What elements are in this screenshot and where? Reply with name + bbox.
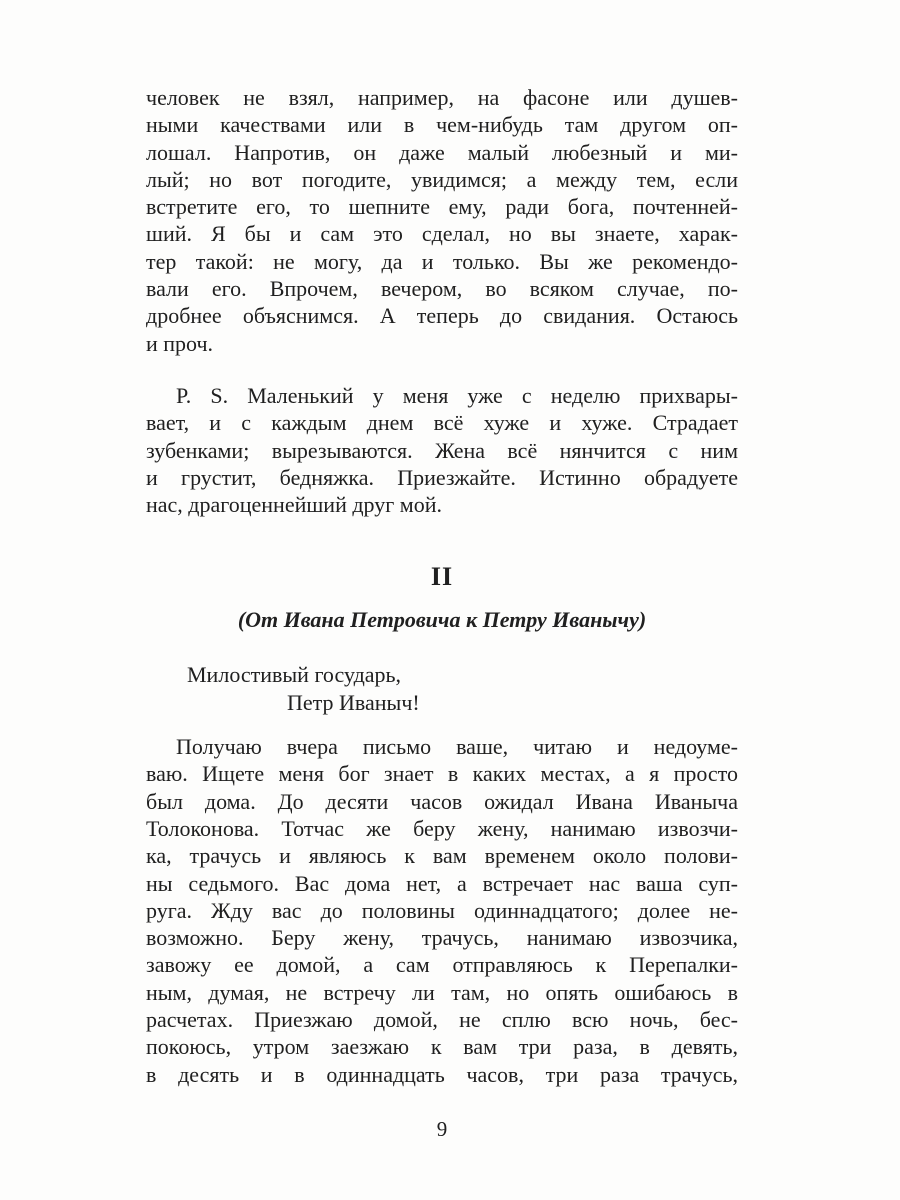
section-number-heading: II bbox=[430, 562, 454, 592]
letter1-ps-line: зубенками; вырезываются. Жена всё нянчится с ним bbox=[146, 437, 738, 463]
letter1-postscript-paragraph bbox=[146, 382, 738, 518]
letter2-body-line: расчетах. Приезжаю домой, не сплю всю ночь, бес- bbox=[146, 1007, 738, 1033]
letter2-body-line: завожу ее домой, а сам отправляюсь к Перепалки- bbox=[146, 952, 738, 978]
letter1-body-line: дробнее объяснимся. А теперь до свидания. Остаюсь bbox=[146, 303, 738, 329]
letter1-body-line: ший. Я бы и сам это сделал, но вы знаете, харак- bbox=[146, 221, 738, 247]
letter2-body-line: ны седьмого. Вас дома нет, а встречает нас ваша суп- bbox=[146, 870, 738, 896]
letter1-ps-line: P. S. Маленький у меня уже с неделю прихвары- bbox=[176, 382, 738, 408]
letter1-body-line: тер такой: не могу, да и только. Вы же рекомендо- bbox=[146, 248, 738, 274]
letter1-body-paragraph bbox=[146, 84, 738, 357]
letter2-body-line: ка, трачусь и являюсь к вам временем около полови- bbox=[146, 843, 738, 869]
letter1-ps-line: нас, драгоценнейший друг мой. bbox=[146, 492, 442, 518]
letter1-body-line: человек не взял, например, на фасоне или душев- bbox=[146, 85, 738, 110]
letter2-body-paragraph bbox=[146, 733, 738, 1088]
salutation-block bbox=[146, 661, 738, 716]
letter1-body-line: лый; но вот погодите, увидимся; а между тем, если bbox=[146, 166, 738, 192]
letter2-body-line: руга. Жду вас до половины одиннадцатого; долее не- bbox=[146, 897, 738, 923]
letter1-body-line: ными качествами или в чем-нибудь там другом оп- bbox=[146, 112, 738, 138]
letter2-body-line: Толоконова. Тотчас же беру жену, нанимаю извозчи- bbox=[146, 815, 738, 841]
text-column bbox=[146, 84, 738, 1088]
letter2-body-line: возможно. Беру жену, трачусь, нанимаю извозчика, bbox=[146, 925, 738, 951]
letter2-body-line: в десять и в одиннадцать часов, три раза трачусь, bbox=[146, 1061, 738, 1087]
letter1-body-line: лошал. Напротив, он даже малый любезный и ми- bbox=[146, 139, 738, 165]
letter1-ps-line: и грустит, бедняжка. Приезжайте. Истинно обрадуете bbox=[146, 464, 738, 490]
letter2-body-line: ным, думая, не встречу ли там, но опять ошибаюсь в bbox=[146, 979, 738, 1005]
letter1-body-line: и проч. bbox=[146, 330, 214, 356]
letter1-ps-line: вает, и с каждым днем всё хуже и хуже. Страдает bbox=[146, 410, 738, 436]
letter2-body-line: ваю. Ищете меня бог знает в каких местах, а я просто bbox=[146, 761, 738, 787]
section-subtitle: (От Ивана Петровича к Петру Иванычу) bbox=[237, 607, 647, 633]
salutation-line-2: Петр Иваныч! bbox=[287, 689, 420, 715]
salutation-line-1: Милостивый государь, bbox=[187, 662, 402, 688]
page-number: 9 bbox=[436, 1117, 448, 1141]
letter2-body-line: был дома. До десяти часов ожидал Ивана Иваныча bbox=[146, 788, 738, 814]
letter1-body-line: встретите его, то шепните ему, ради бога, почтенней- bbox=[146, 194, 738, 220]
letter2-body-line: покоюсь, утром заезжаю к вам три раза, в девять, bbox=[146, 1034, 738, 1060]
letter1-body-line: вали его. Впрочем, вечером, во всяком случае, по- bbox=[146, 276, 738, 302]
letter2-body-line: Получаю вчера письмо ваше, читаю и недоуме- bbox=[176, 734, 738, 760]
